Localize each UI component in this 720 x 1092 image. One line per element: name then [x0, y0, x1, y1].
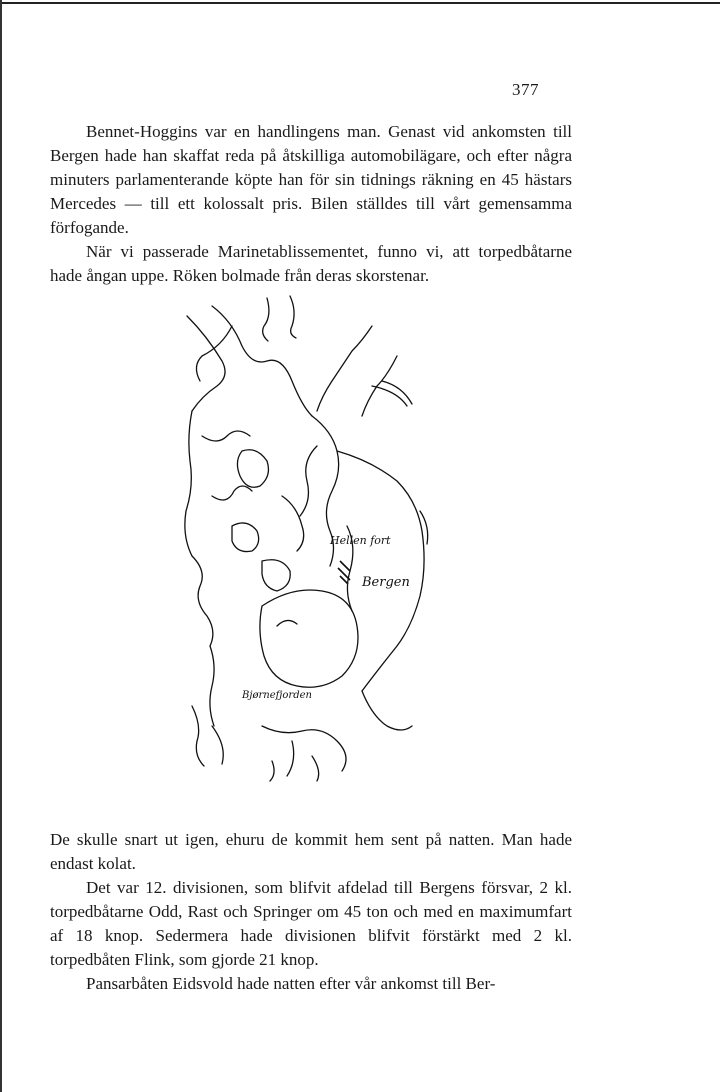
- text-block-top: [50, 120, 572, 288]
- hand-drawn-map: [172, 286, 462, 786]
- page-top-edge: [0, 2, 720, 4]
- paragraph: När vi passerade Marinetablissementet, funno vi, att torpedbåtarne hade ångan uppe. Röken bolmade från deras skorstenar.: [50, 242, 572, 285]
- text-block-bottom: [50, 828, 572, 996]
- paragraph: Det var 12. divisionen, som blifvit afdelad till Bergens försvar, 2 kl. torpedbåtarne Odd, Rast och Springer om 45 ton och med en maximumfart af 18 knop. Sedermera hade divisionen blifvit förstärkt med 2 kl. torpedbåten Flink, som gjorde 21 knop.: [50, 878, 572, 969]
- paragraph: Pansarbåten Eidsvold hade natten efter vår ankomst till Ber-: [86, 974, 496, 993]
- page-left-edge: [0, 0, 2, 1092]
- paragraph: De skulle snart ut igen, ehuru de kommit hem sent på natten. Man hade endast kolat.: [50, 830, 572, 873]
- paragraph: Bennet-Hoggins var en handlingens man. Genast vid ankomsten till Bergen hade han skaffat reda på åtskilliga automobilägare, och efter några minuters parlamenterande köpte han för sin tidnings räkning en 45 hästars Mercedes — till ett kolossalt pris. Bilen ställdes till vårt gemensamma förfogande.: [50, 122, 572, 237]
- map-drawing: [172, 286, 462, 786]
- page-number: 377: [512, 80, 539, 99]
- map-label-bjornefjorden: Bjørnefjorden: [242, 690, 312, 701]
- map-label-hellen-fort: Hellen fort: [330, 534, 391, 547]
- map-label-bergen: Bergen: [362, 575, 410, 590]
